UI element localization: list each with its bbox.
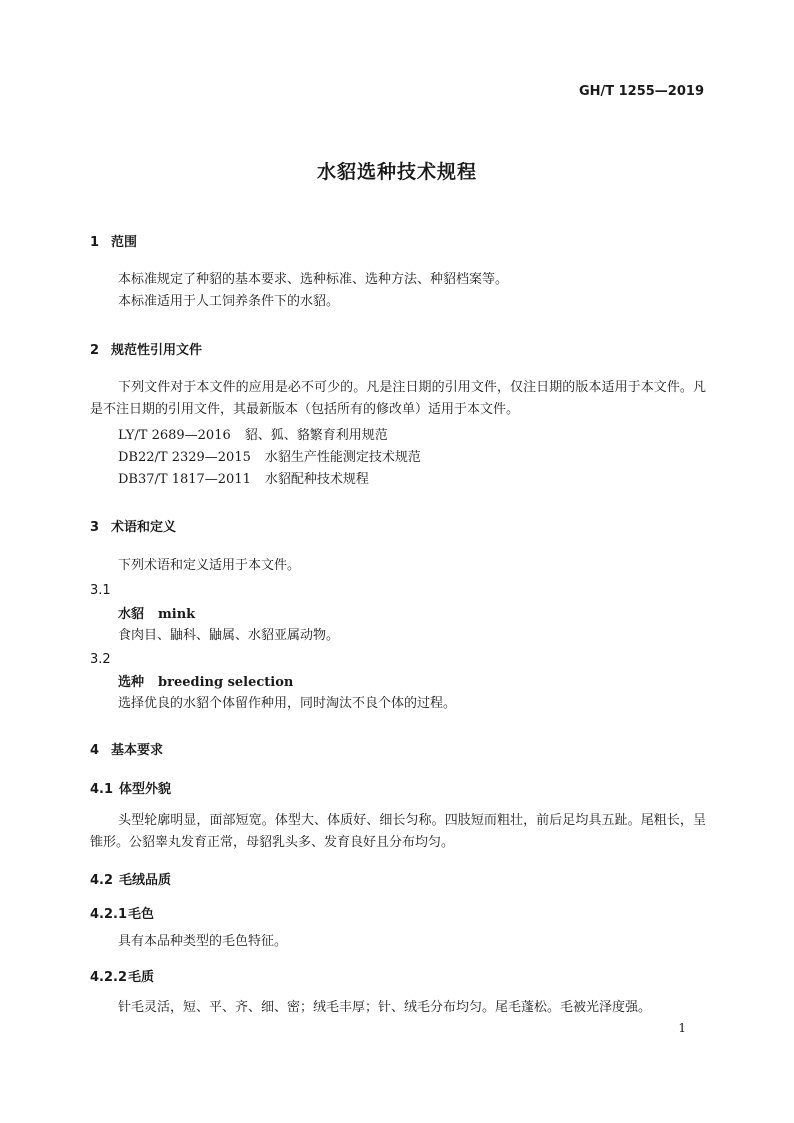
page-number: 1 [678, 1021, 686, 1035]
subsection-title: 毛质 [128, 970, 155, 985]
subsection-title: 毛色 [128, 907, 155, 922]
section-2-heading [90, 339, 202, 358]
document-title: 水貂选种技术规程 [316, 161, 477, 183]
reference-code: LY/T 2689—2016 [118, 428, 231, 443]
term-zh: 选种 [118, 675, 145, 690]
term-number: 3.1 [90, 583, 111, 598]
section-title: 范围 [111, 235, 138, 250]
section-number: 1 [90, 235, 100, 250]
section-number: 3 [90, 520, 100, 535]
section-title: 术语和定义 [111, 520, 177, 535]
paragraph: 下列文件对于本文件的应用是必不可少的。凡是注日期的引用文件，仅注日期的版本适用于本文件。凡是不注日期的引用文件，其最新版本（包括所有的修改单）适用于本文件。 [90, 380, 706, 417]
reference-code: DB22/T 2329—2015 [118, 450, 251, 465]
normative-reference [118, 469, 369, 491]
subsection-number: 4.2 [90, 873, 114, 888]
term-en: breeding selection [158, 675, 294, 690]
normative-reference [118, 425, 388, 447]
section-4-heading [90, 739, 163, 758]
paragraph: 具有本品种类型的毛色特征。 [118, 934, 288, 949]
paragraph: 针毛灵活，短、平、齐、细、密；绒毛丰厚；针、绒毛分布均匀。尾毛蓬松。毛被光泽度强。 [118, 1000, 652, 1015]
reference-title: 水貂配种技术规程 [264, 472, 369, 487]
term-definition: 选择优良的水貂个体留作种用，同时淘汰不良个体的过程。 [118, 696, 457, 711]
paragraph: 头型轮廓明显，面部短宽。体型大、体质好、细长匀称。四肢短而粗壮，前后足均具五趾。尾粗长，呈锥形。公貂睾丸发育正常，母貂乳头多、发育良好且分布均匀。 [90, 813, 706, 850]
subsection-title: 毛绒品质 [119, 873, 172, 888]
term-zh: 水貂 [118, 607, 145, 622]
paragraph: 下列术语和定义适用于本文件。 [118, 558, 301, 573]
section-1-heading [90, 231, 137, 250]
subsection-title: 体型外貌 [119, 782, 172, 797]
term-entry [118, 671, 293, 690]
subsection-4-1-heading [90, 778, 171, 797]
reference-title: 水貂生产性能测定技术规范 [264, 450, 421, 465]
subsection-number: 4.2.2 [90, 970, 128, 985]
section-number: 4 [90, 743, 100, 758]
normative-reference [118, 447, 421, 469]
section-title: 规范性引用文件 [111, 343, 203, 358]
paragraph: 本标准规定了种貂的基本要求、选种标准、选种方法、种貂档案等。 [118, 272, 509, 287]
section-number: 2 [90, 343, 100, 358]
term-number: 3.2 [90, 652, 111, 667]
paragraph: 本标准适用于人工饲养条件下的水貂。 [118, 294, 340, 309]
term-definition: 食肉目、鼬科、鼬属、水貂亚属动物。 [118, 628, 340, 643]
subsection-4-2-1-heading [90, 903, 154, 922]
standard-code: GH/T 1255—2019 [578, 84, 704, 99]
section-3-heading [90, 516, 176, 535]
term-entry [118, 603, 195, 622]
subsection-number: 4.1 [90, 782, 114, 797]
subsection-4-2-2-heading [90, 966, 154, 985]
term-en: mink [158, 607, 196, 622]
subsection-number: 4.2.1 [90, 907, 128, 922]
reference-title: 貂、狐、貉繁育利用规范 [244, 428, 388, 443]
reference-code: DB37/T 1817—2011 [118, 472, 251, 487]
section-title: 基本要求 [111, 743, 164, 758]
subsection-4-2-heading [90, 869, 171, 888]
